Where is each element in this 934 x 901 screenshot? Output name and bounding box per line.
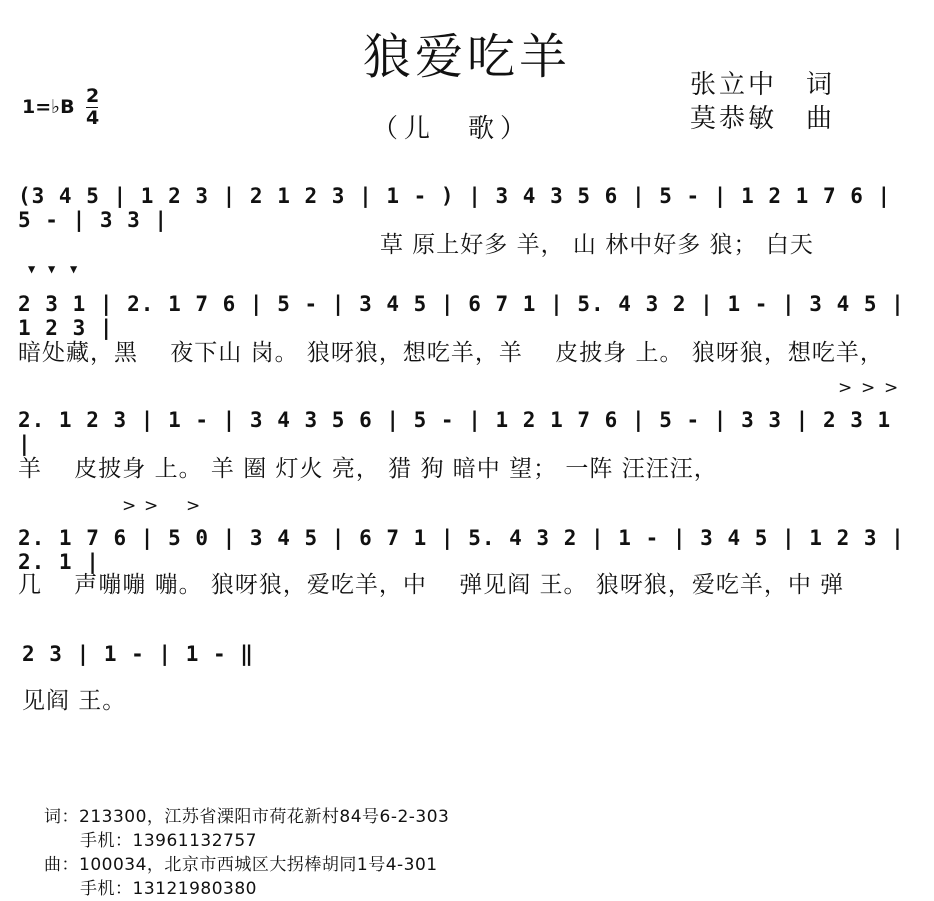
notation-line-2-text: 2 3 1 | 2. 1 7 6 | 5 - | 3 4 5 | 6 7 1 | 5. 4 3 2 | 1 - | 3 4 5 | 1 2 3 |	[18, 292, 905, 340]
notation-line-5	[18, 642, 918, 670]
accent-mark: >	[884, 378, 900, 398]
accent-mark: >	[838, 378, 854, 398]
notation-line-2	[18, 262, 918, 340]
notation-line-1-text: (3 4 5 | 1 2 3 | 2 1 2 3 | 1 - ) | 3 4 3 5 6 | 5 - | 1 2 1 7 6 | 5 - | 3 3 |	[18, 184, 892, 232]
lyrics-line-1: 草 原上好多 羊， 山 林中好多 狼； 白天	[380, 232, 814, 258]
notation-line-5-text: 2 3 | 1 - | 1 - ‖	[22, 642, 254, 666]
breath-mark: ▼	[70, 262, 79, 276]
time-signature	[86, 86, 99, 129]
lyrics-line-3: 羊 皮披身 上。 羊 圈 灯火 亮， 猎 狗 暗中 望； 一阵 汪汪汪，	[18, 456, 718, 482]
accent-mark: >	[186, 496, 202, 516]
composer-phone: 手机：13121980380	[80, 879, 257, 899]
accent-mark: >	[861, 378, 877, 398]
composer-address: 曲：100034，北京市西城区大拐棒胡同1号4-301	[44, 855, 438, 875]
time-signature-top: 2	[86, 85, 100, 107]
composer-credit: 莫恭敏 曲	[690, 104, 836, 134]
song-title: 狼爱吃羊	[362, 29, 571, 85]
accent-mark: >	[144, 496, 160, 516]
breath-mark: ▼	[28, 262, 37, 276]
lyricist-address: 词：213300，江苏省溧阳市荷花新村84号6-2-303	[44, 807, 450, 827]
time-signature-bottom: 4	[86, 107, 100, 129]
notation-line-3	[18, 378, 918, 456]
lyrics-line-4: 几 声嘣嘣 嘣。 狼呀狼，爱吃羊，中 弹见阎 王。 狼呀狼，爱吃羊，中 弹	[18, 572, 845, 598]
notation-line-4-text: 2. 1 7 6 | 5 0 | 3 4 5 | 6 7 1 | 5. 4 3 2 | 1 - | 3 4 5 | 1 2 3 | 2. 1 |	[18, 526, 905, 574]
lyrics-line-2: 暗处藏，黑 夜下山 岗。 狼呀狼，想吃羊，羊 皮披身 上。 狼呀狼，想吃羊，	[18, 340, 884, 366]
key-signature: 1=♭B	[22, 96, 75, 118]
accent-mark: >	[122, 496, 138, 516]
lyricist-credit: 张立中 词	[690, 70, 836, 100]
lyrics-line-5: 见阎 王。	[22, 688, 127, 714]
song-genre: （儿 歌）	[372, 114, 533, 144]
notation-line-1	[18, 184, 918, 232]
lyricist-phone: 手机：13961132757	[80, 831, 257, 851]
notation-line-4	[18, 496, 918, 574]
notation-line-3-text: 2. 1 2 3 | 1 - | 3 4 3 5 6 | 5 - | 1 2 1 7 6 | 5 - | 3 3 | 2 3 1 |	[18, 408, 892, 456]
breath-mark: ▼	[48, 262, 57, 276]
